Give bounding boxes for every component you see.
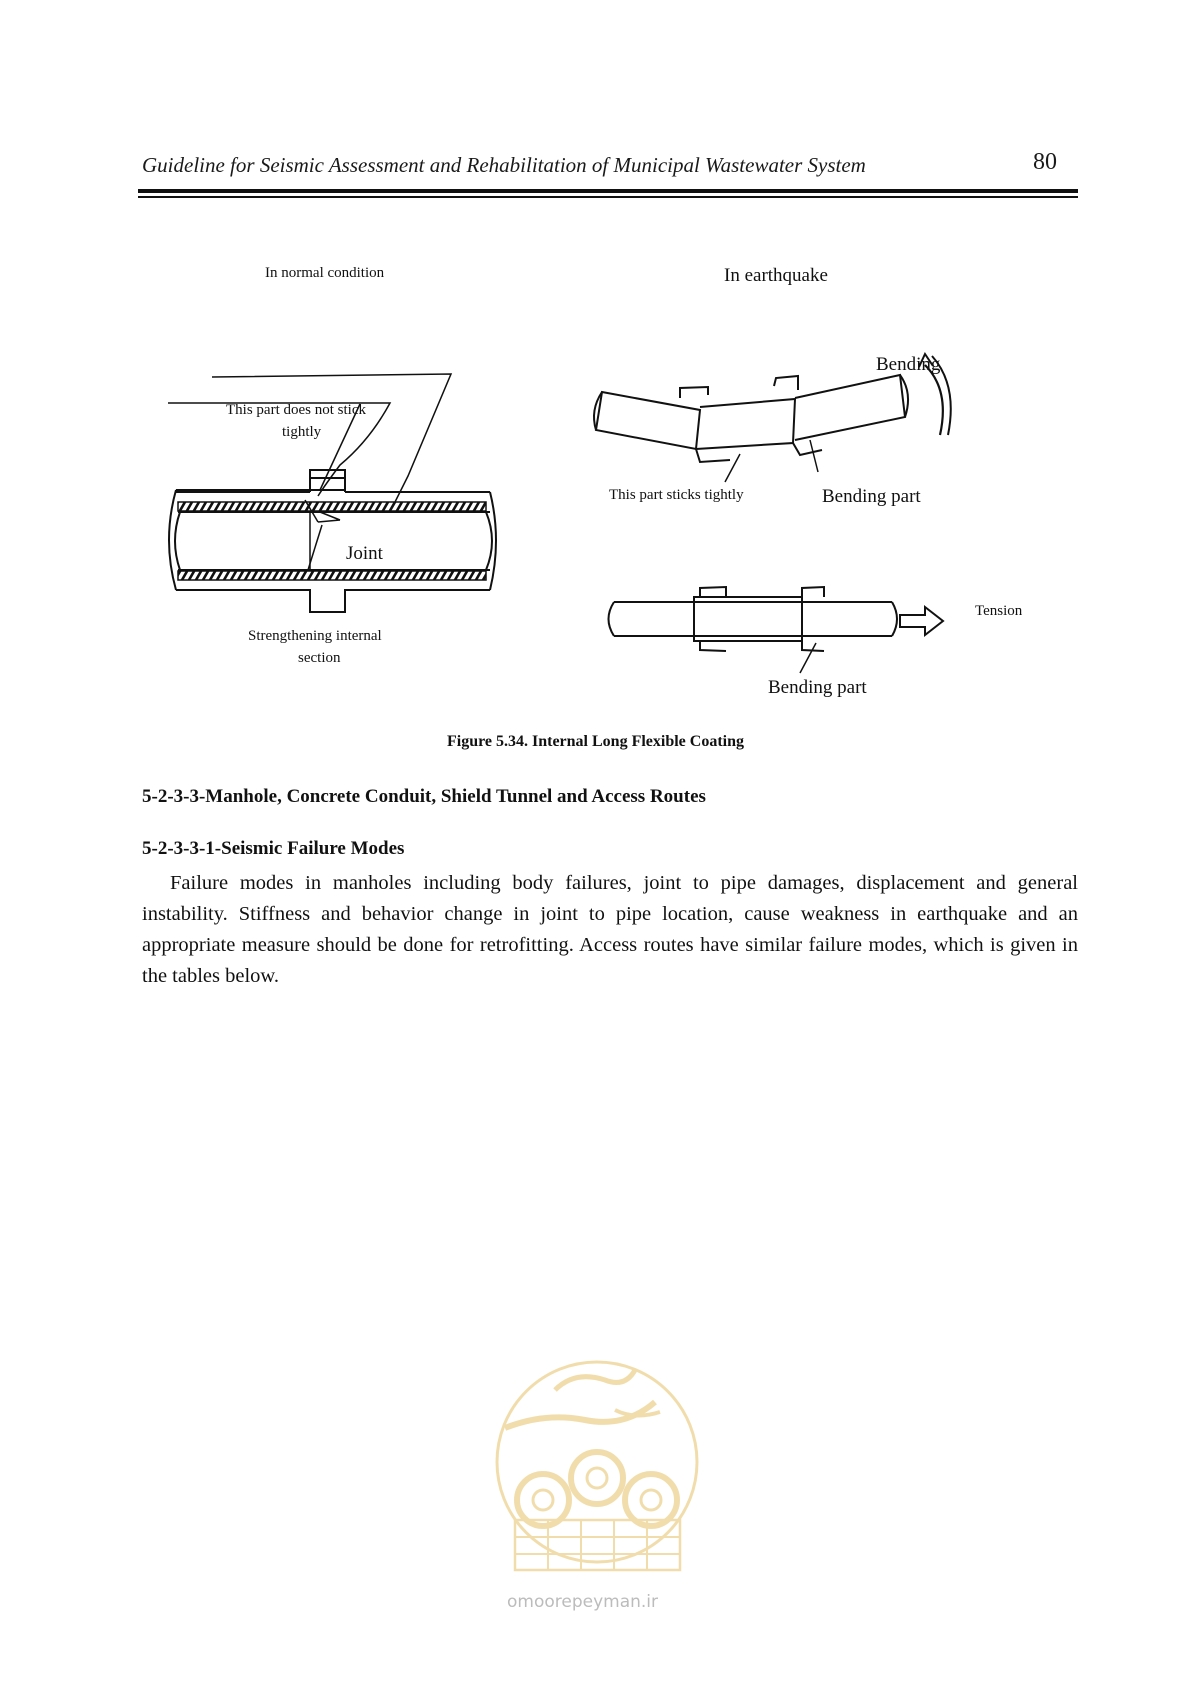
label-in-earthquake: In earthquake [724,265,828,286]
figure-caption: Figure 5.34. Internal Long Flexible Coating [446,733,745,750]
watermark-logo-graphic [485,1350,710,1625]
label-not-stick-2: tightly [282,424,322,440]
subsection-heading: 5-2-3-3-1-Seismic Failure Modes [142,838,405,859]
section-heading: 5-2-3-3-Manhole, Concrete Conduit, Shield Tunnel and Access Routes [142,786,706,807]
running-header-title: Guideline for Seismic Assessment and Rehabilitation of Municipal Wastewater System [142,153,866,177]
label-joint: Joint [346,543,383,564]
header-rule [138,189,1078,193]
label-tension: Tension [975,603,1023,619]
label-bending: Bending [876,354,941,375]
label-strengthening: Strengthening internal [248,628,382,644]
body-paragraph: Failure modes in manholes including body failures, joint to pipe damages, displacement and general instability. Stiffness and behavior change in joint to pipe location, cause weakness in earthquake and an appropriate measure should be done for retrofitting. Access routes have similar failure modes, which is given in the tables below. [142,872,1078,987]
label-bending-part-bottom: Bending part [768,677,867,698]
figure-flexible-coating [140,250,1080,720]
label-bending-part-top: Bending part [822,486,921,507]
page-number: 80 [1033,149,1057,175]
watermark-url: omoorepeyman.ir [507,1592,659,1612]
normal-condition-drawing [169,470,496,612]
label-strengthening-2: section [298,650,341,666]
label-normal-condition: In normal condition [265,265,385,281]
figure-diagram [140,250,1080,720]
header-rule-thin [138,196,1078,198]
tension-drawing [609,587,944,651]
label-not-stick: This part does not stick [226,402,366,418]
label-sticks-tightly: This part sticks tightly [609,487,744,503]
watermark-logo [485,1350,710,1625]
